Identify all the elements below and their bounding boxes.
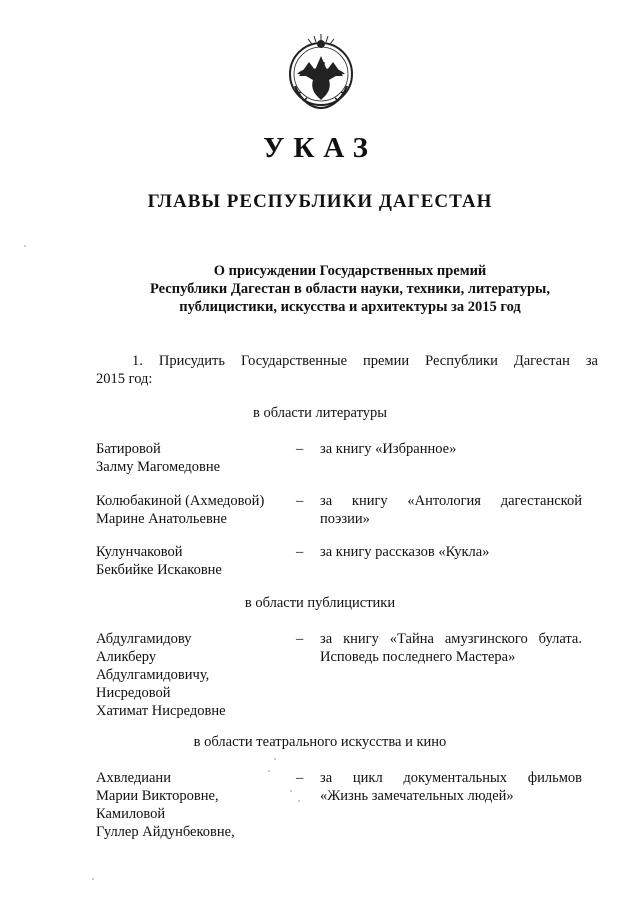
para-word: Государственные (240, 353, 347, 369)
dash: – (296, 441, 304, 457)
name-line: Хатимат Нисредовне (96, 703, 226, 719)
scan-speck (92, 878, 94, 880)
scan-speck (290, 790, 292, 792)
laureate-name (96, 543, 286, 579)
award-work: за книгу рассказов «Кукла» (320, 544, 490, 560)
laureate-name (96, 492, 286, 528)
award-work (320, 769, 582, 805)
award-word: «Тайна (389, 631, 434, 647)
para-word: Дагестан (513, 353, 570, 369)
decree-issuer: ГЛАВЫ РЕСПУБЛИКИ ДАГЕСТАН (147, 191, 493, 212)
award-word: «Антология (407, 493, 481, 509)
award-word: цикл (352, 770, 383, 786)
name-line: Гуллер Айдунбековне, (96, 824, 235, 840)
scan-speck (24, 245, 26, 247)
laureate-name (96, 440, 286, 476)
para-word: Республики (425, 353, 498, 369)
para-word: Присудить (158, 353, 225, 369)
dash: – (296, 544, 304, 560)
name-line: Аликберу (96, 649, 157, 665)
name-line: Марии Викторовне, (96, 788, 219, 804)
award-word: дагестанской (500, 493, 582, 509)
award-word: булата. (538, 631, 582, 647)
section-title-theatre-cinema: в области театрального искусства и кино (193, 734, 447, 750)
para-word: премии (362, 353, 410, 369)
heading-line: О присуждении Государственных премий (213, 263, 487, 279)
award-word: за (320, 493, 333, 509)
para-line: 2015 год: (96, 371, 153, 387)
section-title-literature: в области литературы (252, 405, 388, 421)
award-work (320, 630, 582, 666)
name-line: Колюбакиной (Ахмедовой) (96, 493, 265, 509)
dash: – (296, 493, 304, 509)
award-work (320, 492, 582, 528)
name-line: Ахвледиани (96, 770, 171, 786)
laureate-name (96, 630, 286, 720)
award-word: амузгинского (444, 631, 528, 647)
name-line: Марине Анатольевне (96, 511, 227, 527)
award-word: документальных (403, 770, 507, 786)
award-word: книгу (351, 493, 388, 509)
name-line: Залму Магомедовне (96, 459, 221, 475)
laureate-name (96, 769, 286, 841)
decree-paragraph-1 (96, 352, 598, 388)
award-word: книгу (343, 631, 379, 647)
decree-title: УКАЗ (263, 132, 377, 164)
name-line: Бекбийке Искаковне (96, 562, 222, 578)
award-word: за (320, 631, 333, 647)
heading-line: публицистики, искусства и архитектуры за 2015 год (179, 299, 521, 315)
section-title-publicism: в области публицистики (244, 595, 396, 611)
scan-speck (274, 758, 276, 760)
dash: – (296, 631, 304, 647)
scan-speck (268, 770, 270, 772)
name-line: Абдулгамидовичу, (96, 667, 210, 683)
name-line: Абдулгамидову (96, 631, 192, 647)
name-line: Батировой (96, 441, 161, 457)
award-line: «Жизнь замечательных людей» (320, 788, 514, 804)
heading-line: Республики Дагестан в области науки, техники, литературы, (150, 281, 550, 297)
scan-speck (298, 800, 300, 802)
award-work: за книгу «Избранное» (320, 441, 457, 457)
award-word: фильмов (527, 770, 582, 786)
award-word: за (320, 770, 333, 786)
dagestan-coat-of-arms-icon (281, 30, 361, 114)
para-word: за (585, 353, 598, 369)
award-line: Исповедь последнего Мастера» (320, 649, 516, 665)
name-line: Камиловой (96, 806, 166, 822)
name-line: Кулунчаковой (96, 544, 183, 560)
decree-heading (120, 262, 580, 316)
name-line: Нисредовой (96, 685, 171, 701)
para-word: 1. (132, 353, 143, 369)
award-line: поэзии» (320, 511, 370, 527)
dash: – (296, 770, 304, 786)
